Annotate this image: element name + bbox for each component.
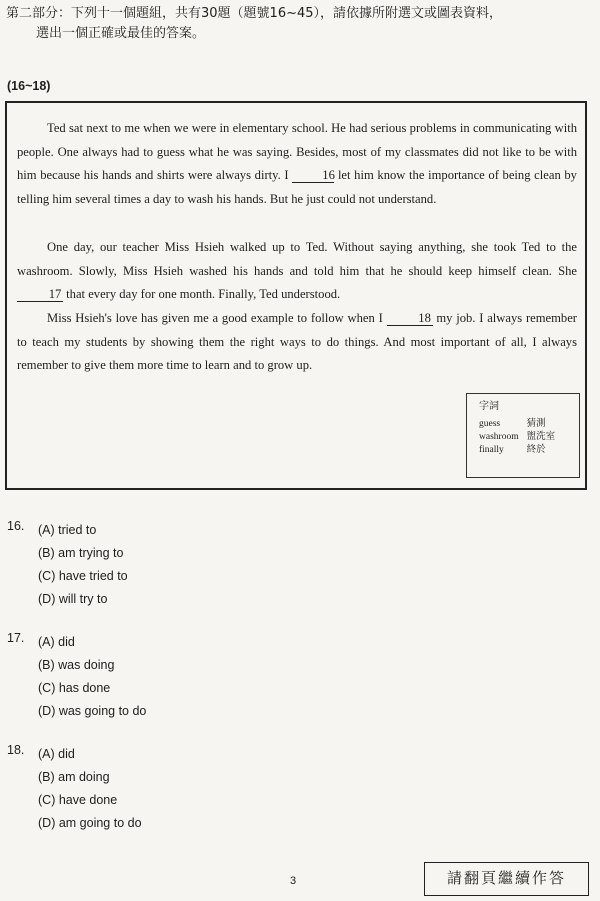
option-b[interactable]: (B) was doing [38, 658, 115, 672]
option-b[interactable]: (B) am doing [38, 770, 110, 784]
reading-passage-box [5, 101, 587, 490]
gloss-english: finally [479, 445, 504, 455]
page-number: 3 [290, 875, 297, 887]
paragraph-2-text-a: One day, our teacher Miss Hsieh walked up to Ted. Without saying anything, she took Ted to the washroom. Slowly, Miss Hsieh washed his hands and told him that he should keep himself clean. She [17, 240, 577, 278]
paragraph-1-text-b: let him know the importance of being clean by telling him several times a day to wash his hands. But he just could not understand. [17, 168, 577, 207]
gloss-chinese: 盥洗室 [526, 432, 556, 442]
option-c[interactable]: (C) have tried to [38, 569, 128, 583]
instructions-line-2: 選出一個正確或最佳的答案。 [36, 26, 206, 41]
option-a[interactable]: (A) did [38, 635, 75, 649]
passage-paragraph-1 [17, 117, 577, 212]
option-a[interactable]: (A) did [38, 747, 75, 761]
question-number: 16. [7, 519, 25, 533]
option-c[interactable]: (C) have done [38, 793, 118, 807]
question-number: 18. [7, 743, 25, 757]
blank-17: 17 [17, 287, 63, 302]
blank-18: 18 [387, 311, 433, 326]
gloss-row [479, 418, 563, 431]
gloss-english: washroom [479, 432, 519, 442]
paragraph-3-text-b: my job. I always remember to teach my students by showing them the right ways to do things. And most important of all, I always remember to give them more time to learn and to grow up. [17, 311, 577, 373]
option-d[interactable]: (D) am going to do [38, 816, 142, 830]
vocabulary-gloss-box [466, 393, 580, 478]
section-instructions [6, 4, 591, 44]
question-number: 17. [7, 631, 25, 645]
option-d[interactable]: (D) was going to do [38, 704, 147, 718]
gloss-chinese: 猜測 [526, 419, 546, 429]
gloss-english: guess [479, 419, 501, 429]
gloss-row [479, 444, 563, 457]
option-d[interactable]: (D) will try to [38, 592, 108, 606]
gloss-table [479, 418, 563, 457]
question-range-label: (16~18) [7, 79, 51, 93]
option-c[interactable]: (C) has done [38, 681, 111, 695]
option-a[interactable]: (A) tried to [38, 523, 97, 537]
gloss-chinese: 終於 [526, 445, 546, 455]
gloss-title: 字詞 [479, 401, 499, 412]
paragraph-1-text-a: Ted sat next to me when we were in elementary school. He had serious problems in communicating with people. One always had to guess what he was saying. Besides, most of my classmates did not like to be with him because his hands and shirts were always dirty. I [17, 121, 577, 183]
blank-16: 16 [292, 168, 334, 183]
turn-page-note: 請翻頁繼續作答 [424, 862, 589, 896]
paragraph-3-text-a: Miss Hsieh's love has given me a good example to follow when I [47, 311, 383, 325]
instructions-line-1: 第二部分：下列十一個題組，共有30題（題號16~45），請依據所附選文或圖表資料， [6, 6, 503, 21]
passage-paragraph-3 [17, 307, 577, 378]
option-b[interactable]: (B) am trying to [38, 546, 124, 560]
gloss-row [479, 431, 563, 444]
passage-paragraph-2 [17, 236, 577, 307]
paragraph-2-text-b: that every day for one month. Finally, Ted understood. [66, 287, 341, 302]
